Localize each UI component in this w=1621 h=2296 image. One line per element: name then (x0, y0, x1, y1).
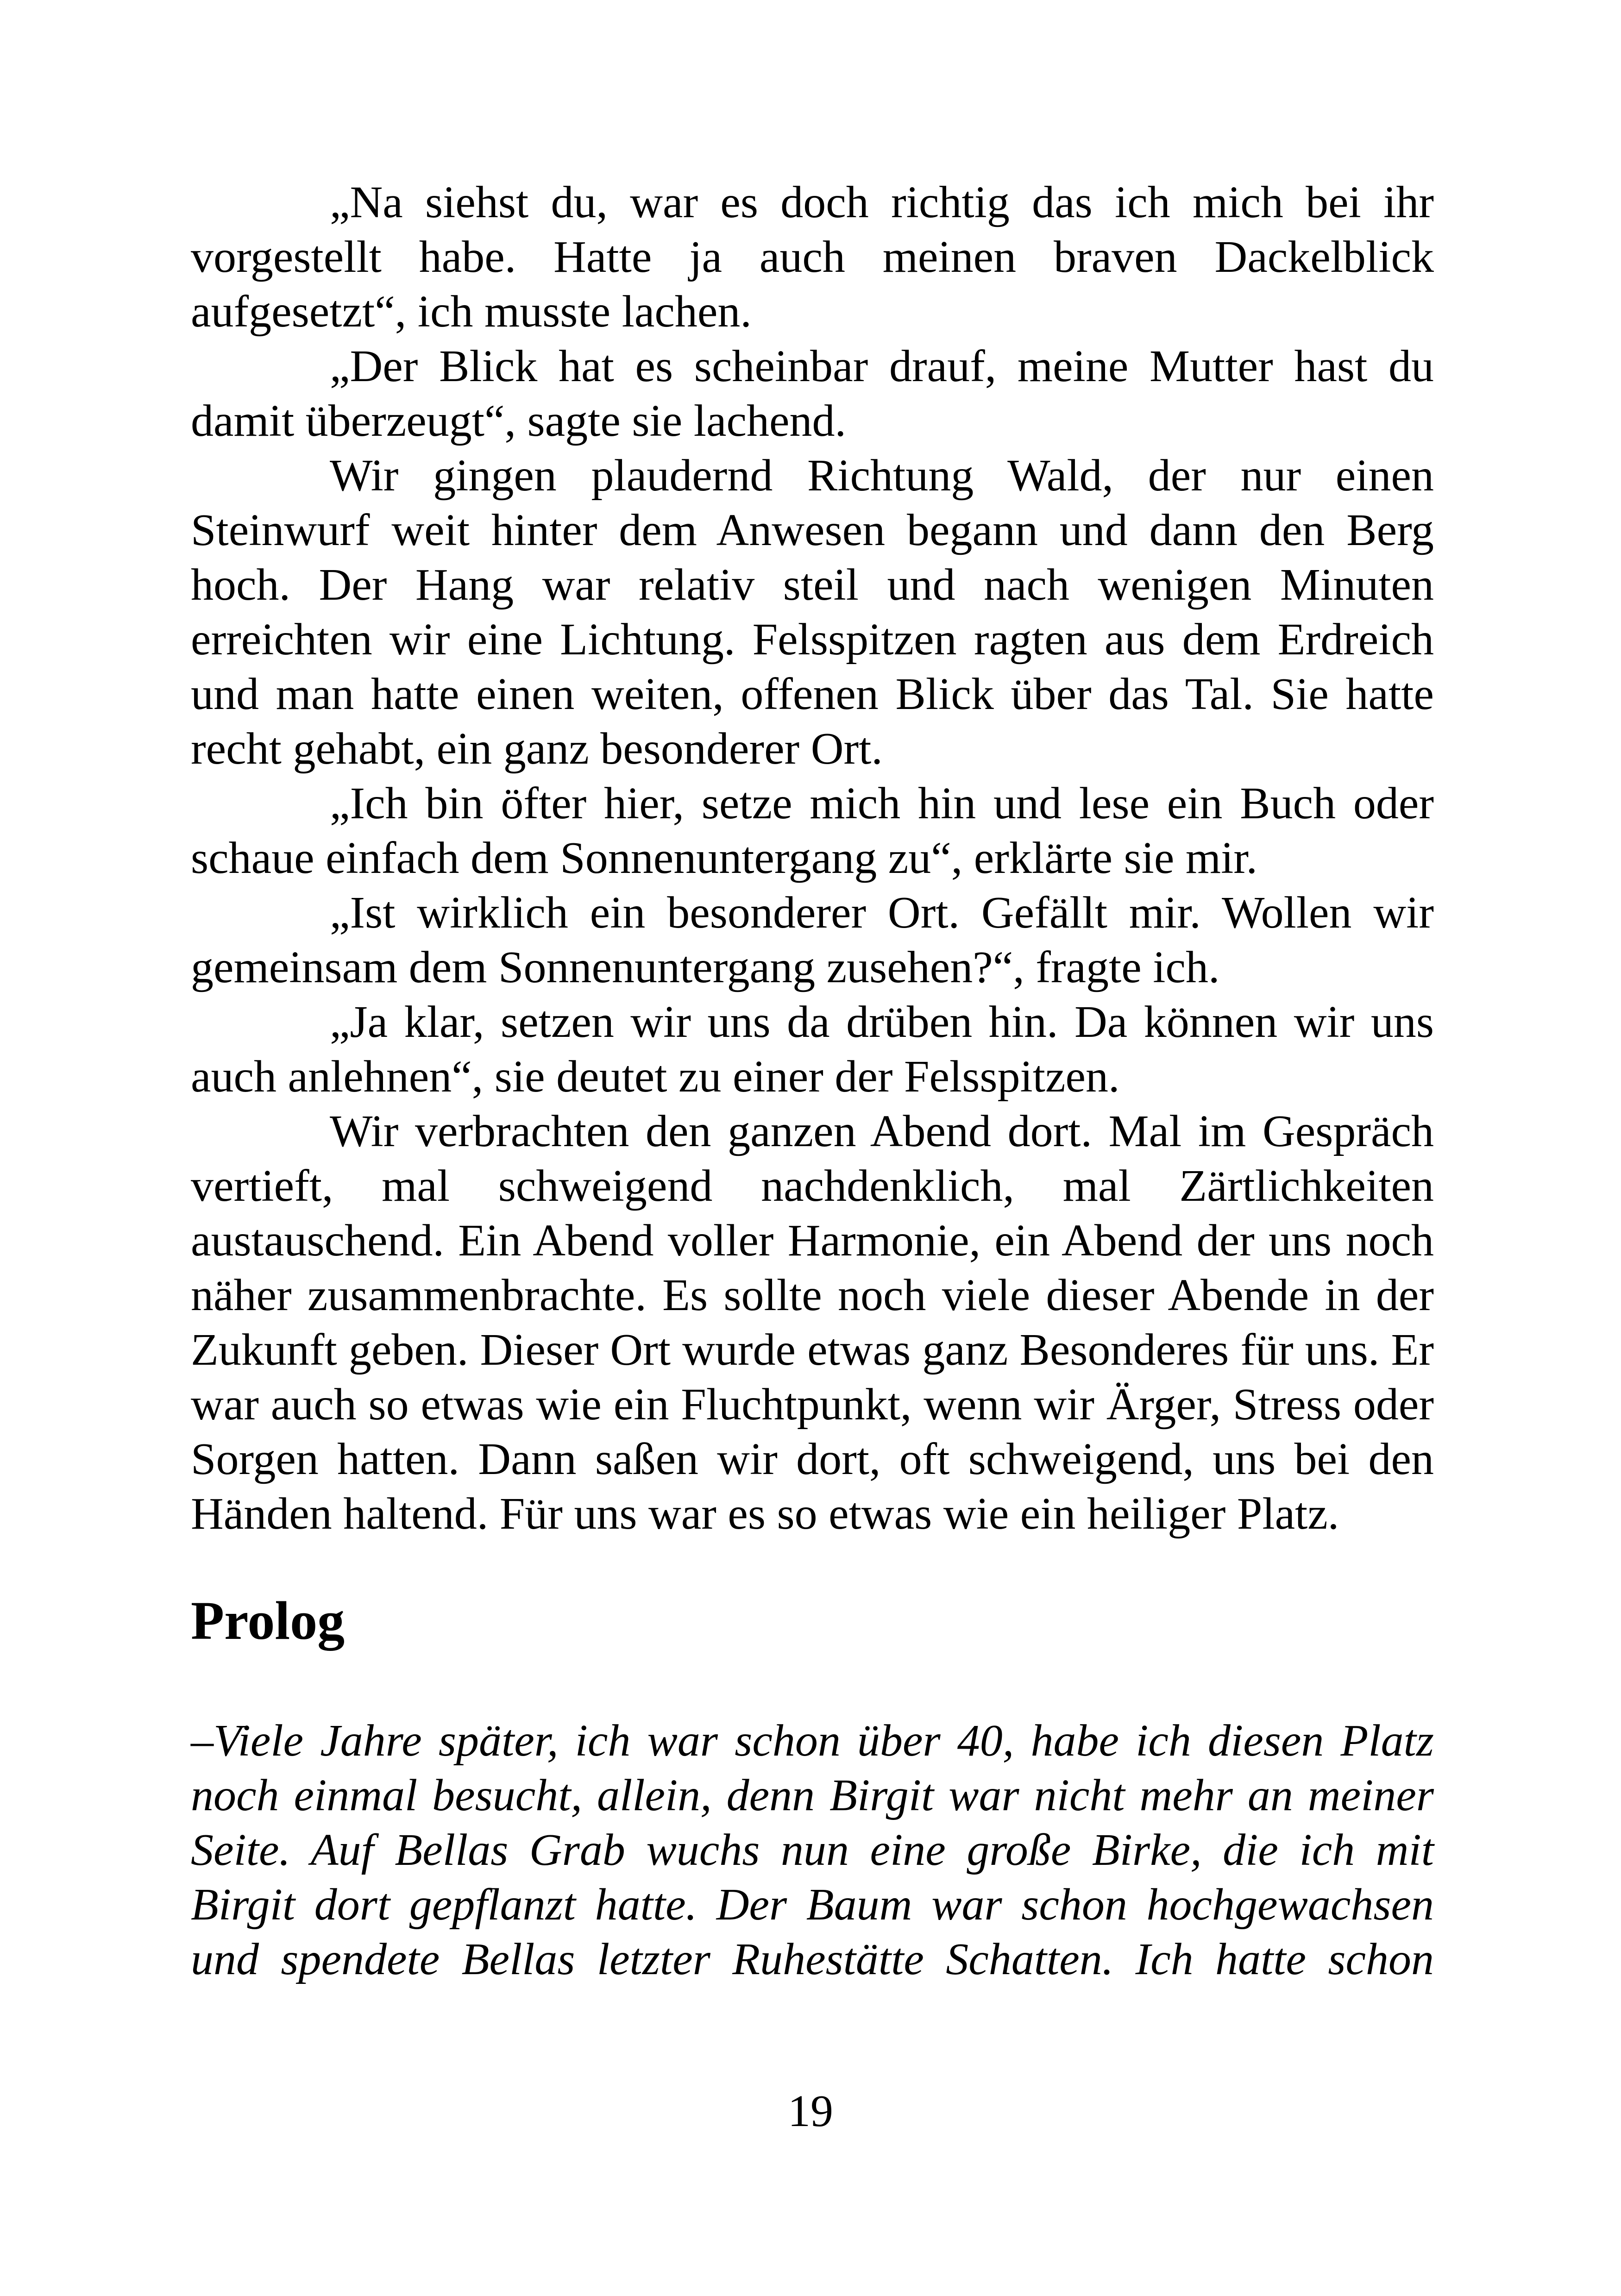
section-heading: Prolog (191, 1590, 345, 1651)
paragraph: „Ist wirklich ein besonderer Ort. Gefällt mir. Wollen wir gemeinsam dem Sonnenuntergang zusehen?“, fragte ich. (191, 888, 1434, 992)
paragraph: „Na siehst du, war es doch richtig das ich mich bei ihr vorgestellt habe. Hatte ja auch meinen braven Dackelblick aufgesetzt“, ich musste lachen. (191, 177, 1434, 337)
paragraph: „Ja klar, setzen wir uns da drüben hin. Da können wir uns auch anlehnen“, sie deutet zu einer der Felsspitzen. (191, 997, 1434, 1102)
prolog-body (191, 1713, 1434, 1987)
paragraph: Wir gingen plaudernd Richtung Wald, der nur einen Steinwurf weit hinter dem Anwesen begann und dann den Berg hoch. Der Hang war relativ steil und nach wenigen Minuten erreichten wir eine Lichtung. Felsspitzen ragten aus dem Erdreich und man hatte einen weiten, offenen Blick über das Tal. Sie hatte recht gehabt, ein ganz besonderer Ort. (191, 451, 1434, 774)
prolog-paragraph: –Viele Jahre später, ich war schon über 40, habe ich diesen Platz noch einmal besucht, allein, denn Birgit war nicht mehr an meiner Seite. Auf Bellas Grab wuchs nun eine große Birke, die ich mit Birgit dort gepflanzt hatte. Der Baum war schon hochgewachsen und spendete Bellas letzter Ruhestätte Schatten. Ich hatte schon (191, 1716, 1434, 1984)
chapter-body (191, 175, 1434, 1541)
paragraph: „Der Blick hat es scheinbar drauf, meine Mutter hast du damit überzeugt“, sagte sie lachend. (191, 341, 1434, 446)
paragraph: „Ich bin öfter hier, setze mich hin und lese ein Buch oder schaue einfach dem Sonnenuntergang zu“, erklärte sie mir. (191, 778, 1434, 883)
paragraph: Wir verbrachten den ganzen Abend dort. Mal im Gespräch vertieft, mal schweigend nachdenklich, mal Zärtlichkeiten austauschend. Ein Abend voller Harmonie, ein Abend der uns noch näher zusammenbrachte. Es sollte noch viele dieser Abende in der Zukunft geben. Dieser Ort wurde etwas ganz Besonderes für uns. Er war auch so etwas wie ein Fluchtpunkt, wenn wir Ärger, Stress oder Sorgen hatten. Dann saßen wir dort, oft schweigend, uns bei den Händen haltend. Für uns war es so etwas wie ein heiliger Platz. (191, 1106, 1434, 1539)
page-number: 19 (788, 2086, 833, 2136)
